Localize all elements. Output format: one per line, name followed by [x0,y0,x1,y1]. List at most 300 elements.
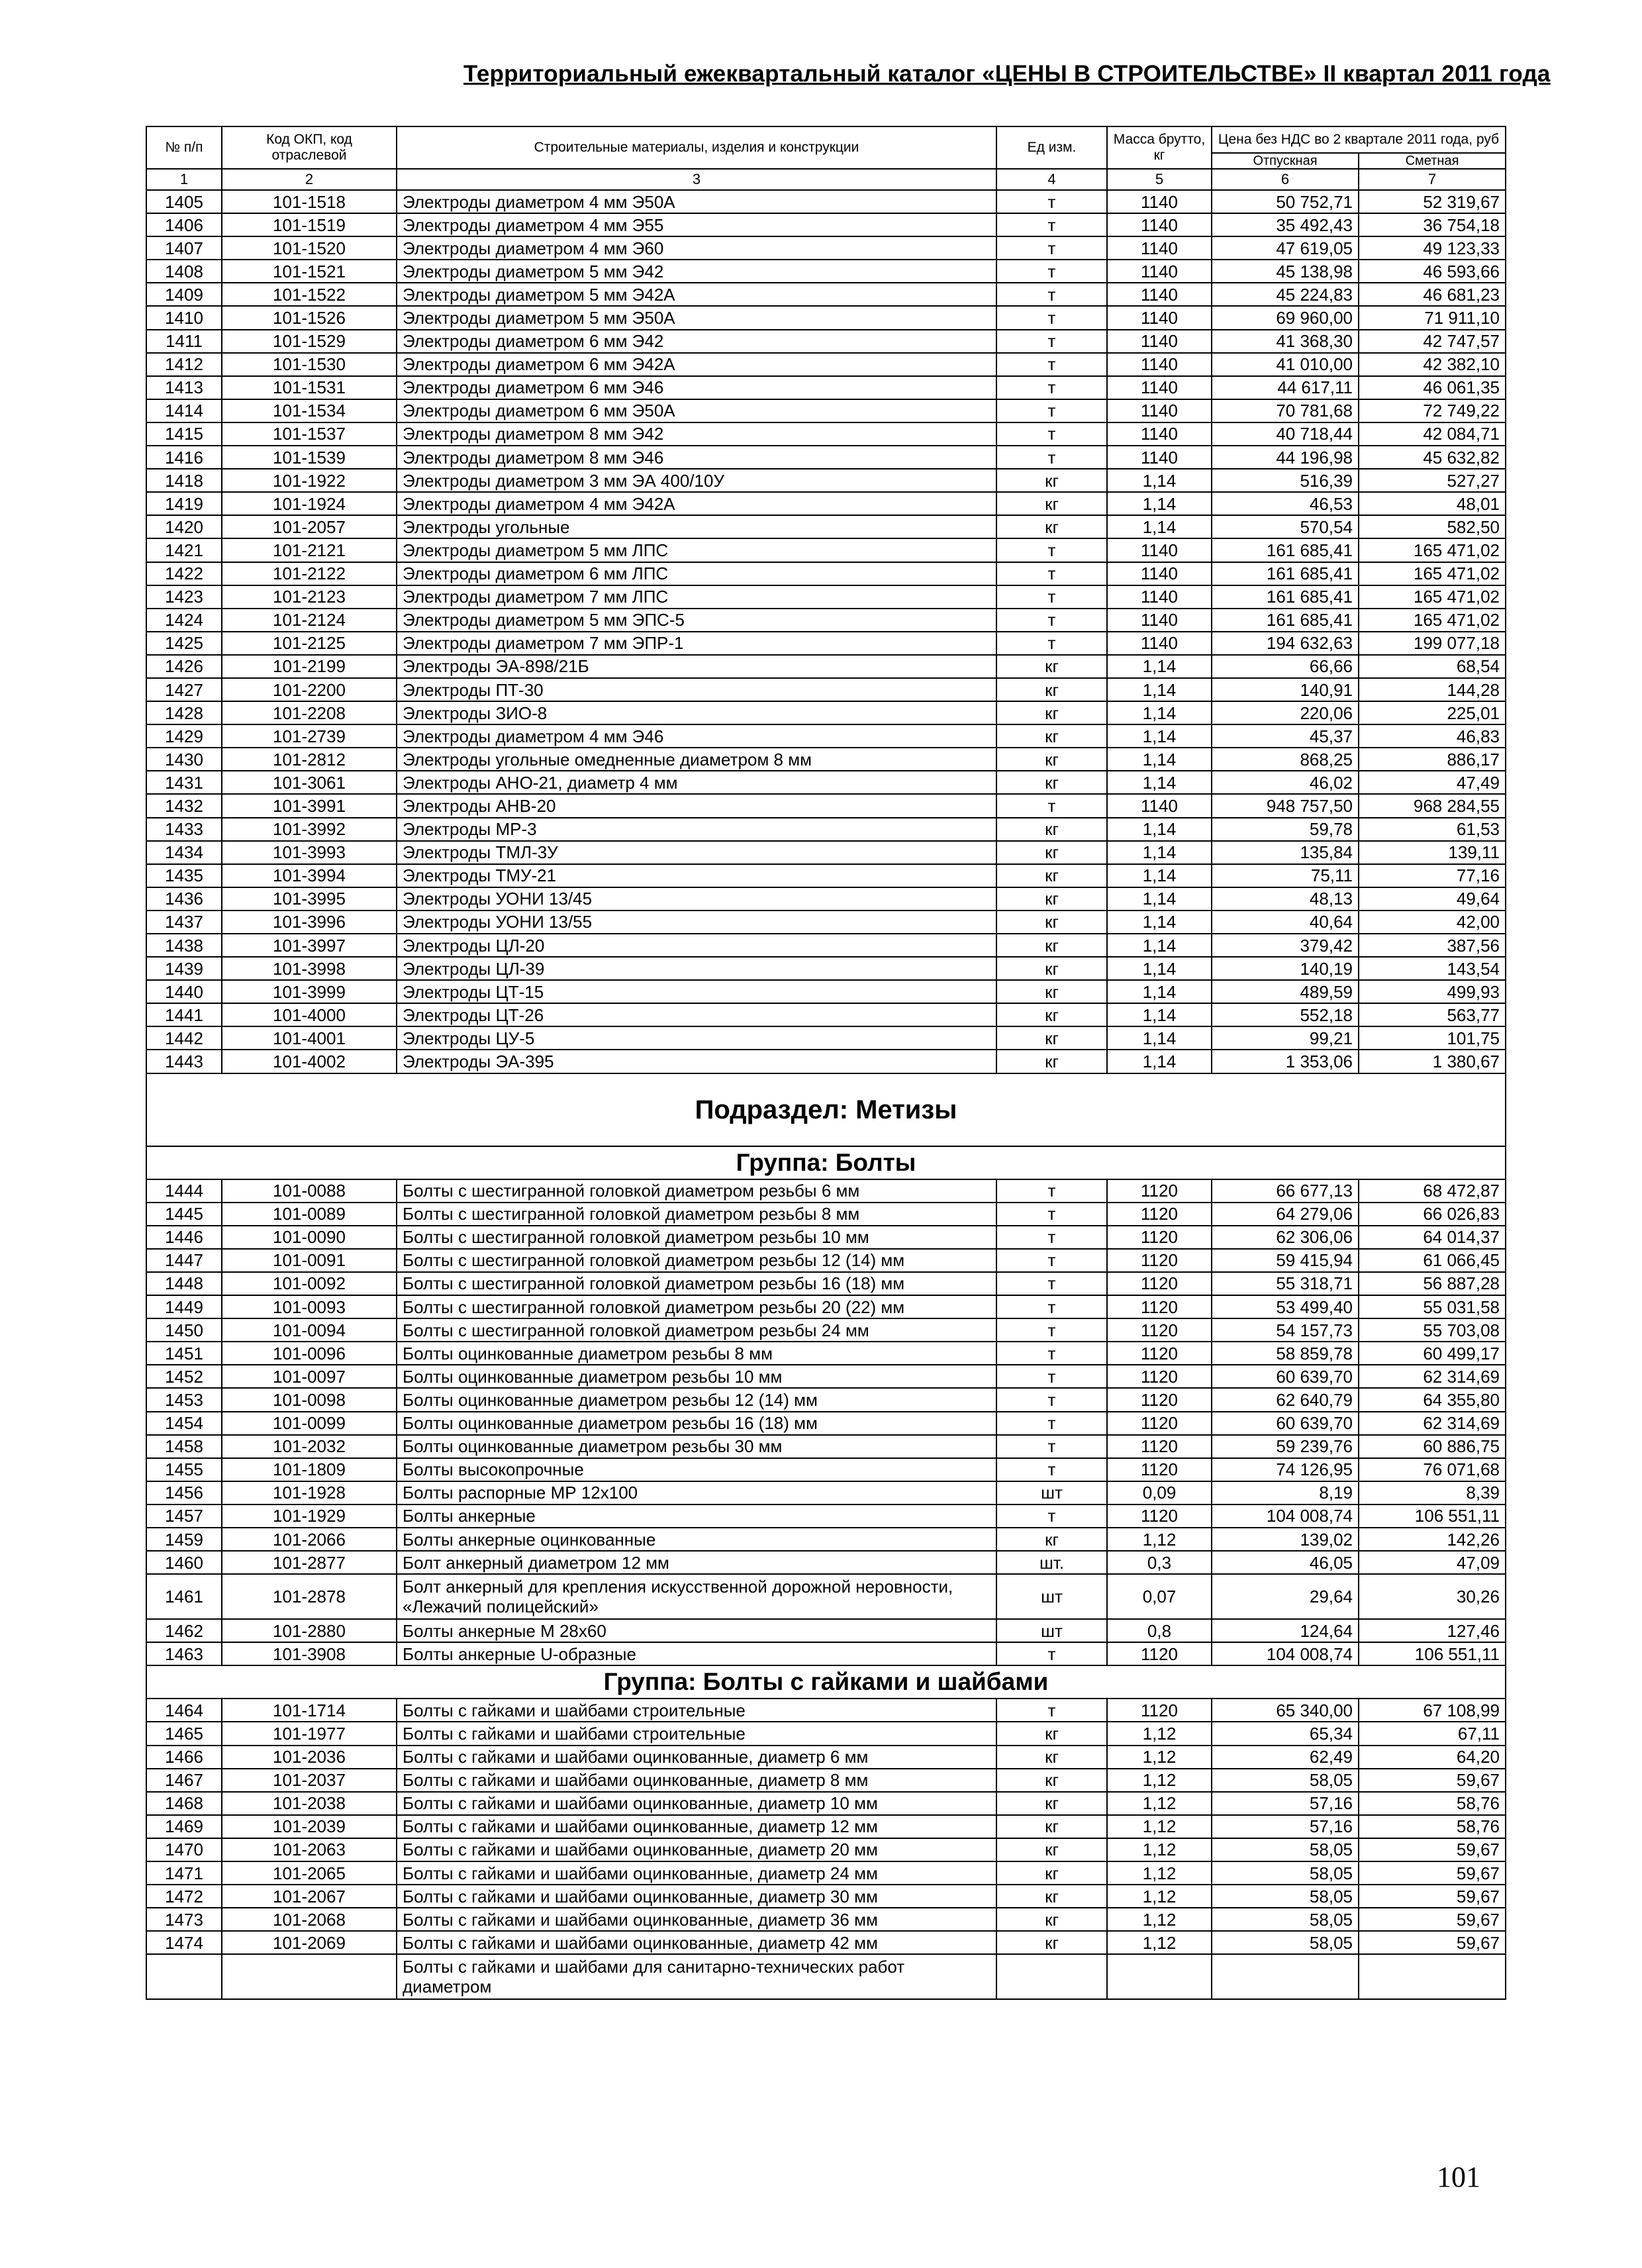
product-name: Болты с гайками и шайбами оцинкованные, диаметр 20 мм [397,1838,996,1861]
estimate-price: 139,11 [1359,841,1506,864]
release-price: 57,16 [1212,1792,1359,1815]
table-row [146,1722,1506,1745]
estimate-price: 47,49 [1359,771,1506,794]
product-name: Электроды ЦТ-15 [397,980,996,1003]
product-name: Электроды ТМУ-21 [397,864,996,887]
table-row [146,771,1506,794]
gross-mass: 1,14 [1107,887,1212,911]
release-price: 74 126,95 [1212,1458,1359,1481]
product-name: Электроды диаметром 6 мм ЛПС [397,562,996,585]
unit: т [996,1435,1107,1458]
product-code: 101-3998 [222,957,397,980]
row-num: 1446 [146,1226,222,1249]
unit: т [996,538,1107,562]
release-price: 41 368,30 [1212,330,1359,353]
table-row [146,306,1506,329]
product-code: 101-1977 [222,1722,397,1745]
gross-mass: 1,12 [1107,1792,1212,1815]
gross-mass: 1,14 [1107,980,1212,1003]
release-price: 64 279,06 [1212,1203,1359,1226]
gross-mass: 1120 [1107,1203,1212,1226]
release-price: 58,05 [1212,1769,1359,1792]
table-row [146,1203,1506,1226]
product-name: Болты с гайками и шайбами оцинкованные, диаметр 30 мм [397,1885,996,1908]
row-num: 1437 [146,911,222,934]
product-name: Электроды угольные [397,515,996,538]
product-name: Электроды ЦУ-5 [397,1026,996,1050]
gross-mass: 1140 [1107,306,1212,329]
table-row [146,864,1506,887]
estimate-price: 61,53 [1359,818,1506,841]
gross-mass: 1120 [1107,1388,1212,1411]
unit: кг [996,678,1107,701]
estimate-price: 165 471,02 [1359,538,1506,562]
unit: т [996,1365,1107,1388]
product-code: 101-4002 [222,1050,397,1073]
product-name: Электроды диаметром 8 мм Э42 [397,422,996,446]
row-num: 1428 [146,701,222,724]
row-num: 1408 [146,260,222,283]
estimate-price: 199 077,18 [1359,632,1506,655]
row-num: 1405 [146,190,222,213]
product-name: Электроды ЭА-395 [397,1050,996,1073]
product-code: 101-0089 [222,1203,397,1226]
product-name: Электроды диаметром 4 мм Э60 [397,236,996,260]
product-code: 101-1526 [222,306,397,329]
product-name: Электроды диаметром 6 мм Э42А [397,353,996,376]
table-row [146,1318,1506,1342]
release-price: 570,54 [1212,515,1359,538]
product-name: Электроды диаметром 4 мм Э50А [397,190,996,213]
release-price: 46,02 [1212,771,1359,794]
release-price: 948 757,50 [1212,794,1359,817]
product-code: 101-1537 [222,422,397,446]
unit [996,1954,1107,1999]
estimate-price: 46 681,23 [1359,283,1506,306]
table-row [146,1885,1506,1908]
product-code: 101-0091 [222,1249,397,1272]
product-name: Электроды угольные омедненные диаметром 8 мм [397,748,996,771]
column-index: 3 [397,169,996,190]
unit: кг [996,1792,1107,1815]
product-name: Болты с шестигранной головкой диаметром резьбы 16 (18) мм [397,1272,996,1295]
estimate-price: 62 314,69 [1359,1412,1506,1435]
estimate-price: 527,27 [1359,469,1506,492]
unit: кг [996,841,1107,864]
product-code: 101-2121 [222,538,397,562]
release-price: 58,05 [1212,1931,1359,1954]
table-row [146,1954,1506,1999]
row-num: 1469 [146,1815,222,1838]
product-code: 101-2739 [222,724,397,748]
unit: кг [996,515,1107,538]
gross-mass: 1,14 [1107,911,1212,934]
unit: т [996,1295,1107,1318]
product-code: 101-2057 [222,515,397,538]
release-price [1212,1954,1359,1999]
estimate-price: 59,67 [1359,1908,1506,1931]
estimate-price: 127,46 [1359,1619,1506,1642]
product-code: 101-3992 [222,818,397,841]
gross-mass: 1,14 [1107,469,1212,492]
product-code: 101-0096 [222,1342,397,1365]
product-code: 101-1534 [222,399,397,422]
release-price: 29,64 [1212,1574,1359,1619]
section-title: Подраздел: Метизы [146,1073,1506,1146]
unit: шт [996,1619,1107,1642]
gross-mass: 1,12 [1107,1769,1212,1792]
unit: кг [996,1722,1107,1745]
row-num: 1430 [146,748,222,771]
estimate-price: 499,93 [1359,980,1506,1003]
release-price: 135,84 [1212,841,1359,864]
product-code: 101-3061 [222,771,397,794]
group-title-row [146,1665,1506,1699]
column-index: 2 [222,169,397,190]
product-name: Болты оцинкованные диаметром резьбы 16 (18) мм [397,1412,996,1435]
table-row [146,1619,1506,1642]
unit: кг [996,980,1107,1003]
table-row [146,1365,1506,1388]
unit: т [996,306,1107,329]
table-row [146,1769,1506,1792]
column-index: 5 [1107,169,1212,190]
release-price: 62 640,79 [1212,1388,1359,1411]
gross-mass: 1140 [1107,190,1212,213]
product-name: Электроды ЦЛ-20 [397,934,996,957]
table-row [146,1388,1506,1411]
product-code: 101-2038 [222,1792,397,1815]
release-price: 220,06 [1212,701,1359,724]
product-name: Болты с шестигранной головкой диаметром резьбы 24 мм [397,1318,996,1342]
unit: т [996,1699,1107,1722]
row-num: 1424 [146,609,222,632]
unit: т [996,632,1107,655]
gross-mass: 1,12 [1107,1838,1212,1861]
estimate-price: 46,83 [1359,724,1506,748]
row-num: 1420 [146,515,222,538]
row-num: 1466 [146,1746,222,1769]
release-price: 58,05 [1212,1861,1359,1885]
row-num: 1421 [146,538,222,562]
release-price: 59 415,94 [1212,1249,1359,1272]
release-price: 489,59 [1212,980,1359,1003]
product-name: Электроды диаметром 5 мм Э42А [397,283,996,306]
gross-mass: 1140 [1107,446,1212,469]
gross-mass: 1,12 [1107,1861,1212,1885]
gross-mass: 1140 [1107,330,1212,353]
product-name: Электроды ТМЛ-3У [397,841,996,864]
row-num: 1433 [146,818,222,841]
product-code: 101-0098 [222,1388,397,1411]
product-name: Болты анкерные U-образные [397,1642,996,1665]
table-row [146,190,1506,213]
gross-mass: 1120 [1107,1295,1212,1318]
row-num: 1465 [146,1722,222,1745]
release-price: 140,91 [1212,678,1359,701]
product-code: 101-4000 [222,1003,397,1026]
estimate-price: 106 551,11 [1359,1504,1506,1528]
product-code: 101-0088 [222,1179,397,1203]
unit: кг [996,1815,1107,1838]
unit: т [996,562,1107,585]
row-num: 1432 [146,794,222,817]
estimate-price: 387,56 [1359,934,1506,957]
estimate-price: 61 066,45 [1359,1249,1506,1272]
table-row [146,492,1506,515]
unit: кг [996,1931,1107,1954]
estimate-price: 8,39 [1359,1481,1506,1504]
page-title: Территориальный ежеквартальный каталог «ЦЕНЫ В СТРОИТЕЛЬСТВЕ» II квартал 2011 года [463,61,1551,87]
product-code: 101-2124 [222,609,397,632]
gross-mass: 1,14 [1107,724,1212,748]
estimate-price: 76 071,68 [1359,1458,1506,1481]
gross-mass: 1,14 [1107,492,1212,515]
product-name: Болты с гайками и шайбами оцинкованные, диаметр 12 мм [397,1815,996,1838]
table-row [146,353,1506,376]
estimate-price: 56 887,28 [1359,1272,1506,1295]
estimate-price: 52 319,67 [1359,190,1506,213]
gross-mass: 1120 [1107,1642,1212,1665]
col-header-price: Цена без НДС во 2 квартале 2011 года, руб [1212,126,1506,153]
unit: кг [996,1003,1107,1026]
row-num: 1427 [146,678,222,701]
table-row [146,841,1506,864]
product-name: Электроды ЦТ-26 [397,1003,996,1026]
table-row [146,1458,1506,1481]
product-code: 101-3991 [222,794,397,817]
gross-mass: 1,14 [1107,515,1212,538]
product-name: Болты оцинкованные диаметром резьбы 8 мм [397,1342,996,1365]
row-num: 1426 [146,655,222,678]
table-row [146,1226,1506,1249]
gross-mass: 0,8 [1107,1619,1212,1642]
gross-mass: 1140 [1107,260,1212,283]
table-row [146,260,1506,283]
row-num: 1472 [146,1885,222,1908]
release-price: 104 008,74 [1212,1504,1359,1528]
gross-mass: 1140 [1107,399,1212,422]
unit: кг [996,911,1107,934]
gross-mass: 1,12 [1107,1815,1212,1838]
product-name: Болты оцинкованные диаметром резьбы 30 мм [397,1435,996,1458]
row-num: 1436 [146,887,222,911]
estimate-price: 886,17 [1359,748,1506,771]
unit: кг [996,1861,1107,1885]
gross-mass: 1120 [1107,1318,1212,1342]
unit: кг [996,469,1107,492]
gross-mass: 1140 [1107,376,1212,399]
table-row [146,1026,1506,1050]
gross-mass: 1140 [1107,353,1212,376]
unit: т [996,1179,1107,1203]
page-number: 101 [1437,2161,1480,2193]
column-index: 6 [1212,169,1359,190]
row-num: 1467 [146,1769,222,1792]
product-code: 101-1714 [222,1699,397,1722]
release-price: 516,39 [1212,469,1359,492]
unit: т [996,585,1107,609]
row-num: 1406 [146,213,222,236]
table-row [146,1838,1506,1861]
release-price: 66,66 [1212,655,1359,678]
product-code: 101-1522 [222,283,397,306]
table-row [146,701,1506,724]
row-num: 1452 [146,1365,222,1388]
unit: т [996,1388,1107,1411]
row-num: 1411 [146,330,222,353]
product-code: 101-1809 [222,1458,397,1481]
unit: кг [996,1528,1107,1551]
table-row [146,1642,1506,1665]
estimate-price: 49 123,33 [1359,236,1506,260]
table-row [146,632,1506,655]
product-name: Болты оцинкованные диаметром резьбы 12 (14) мм [397,1388,996,1411]
table-row [146,422,1506,446]
estimate-price: 68,54 [1359,655,1506,678]
gross-mass: 1,14 [1107,748,1212,771]
row-num: 1410 [146,306,222,329]
product-code: 101-2036 [222,1746,397,1769]
product-code: 101-2068 [222,1908,397,1931]
unit: кг [996,701,1107,724]
row-num: 1419 [146,492,222,515]
product-name: Электроды диаметром 5 мм ЛПС [397,538,996,562]
row-num: 1415 [146,422,222,446]
gross-mass: 1,12 [1107,1885,1212,1908]
table-row [146,515,1506,538]
unit: т [996,422,1107,446]
product-name: Болты с шестигранной головкой диаметром резьбы 8 мм [397,1203,996,1226]
product-name: Болт анкерный диаметром 12 мм [397,1551,996,1574]
unit: т [996,1203,1107,1226]
gross-mass: 1,12 [1107,1931,1212,1954]
gross-mass: 1140 [1107,562,1212,585]
table-row [146,609,1506,632]
unit: т [996,190,1107,213]
unit: т [996,794,1107,817]
row-num: 1458 [146,1435,222,1458]
release-price: 70 781,68 [1212,399,1359,422]
estimate-price: 46 061,35 [1359,376,1506,399]
gross-mass: 1,12 [1107,1722,1212,1745]
estimate-price: 66 026,83 [1359,1203,1506,1226]
product-code: 101-3996 [222,911,397,934]
gross-mass: 1120 [1107,1458,1212,1481]
unit: т [996,446,1107,469]
gross-mass: 1120 [1107,1699,1212,1722]
release-price: 45,37 [1212,724,1359,748]
gross-mass: 1,14 [1107,841,1212,864]
estimate-price: 58,76 [1359,1792,1506,1815]
product-code: 101-1520 [222,236,397,260]
gross-mass: 0,07 [1107,1574,1212,1619]
gross-mass: 1120 [1107,1179,1212,1203]
unit: кг [996,1026,1107,1050]
gross-mass: 1,12 [1107,1908,1212,1931]
release-price: 75,11 [1212,864,1359,887]
product-name: Болт анкерный для крепления искусственной дорожной неровности, «Лежачий полицейский» [397,1574,996,1619]
row-num: 1439 [146,957,222,980]
release-price: 139,02 [1212,1528,1359,1551]
table-row [146,446,1506,469]
estimate-price: 144,28 [1359,678,1506,701]
product-name: Электроды диаметром 6 мм Э42 [397,330,996,353]
release-price: 35 492,43 [1212,213,1359,236]
estimate-price: 67 108,99 [1359,1699,1506,1722]
product-code: 101-0097 [222,1365,397,1388]
table-row [146,1528,1506,1551]
row-num: 1474 [146,1931,222,1954]
product-code: 101-3908 [222,1642,397,1665]
gross-mass: 1,14 [1107,818,1212,841]
estimate-price: 106 551,11 [1359,1642,1506,1665]
release-price: 62 306,06 [1212,1226,1359,1249]
estimate-price: 42 382,10 [1359,353,1506,376]
product-name: Электроды ЦЛ-39 [397,957,996,980]
row-num: 1425 [146,632,222,655]
row-num: 1459 [146,1528,222,1551]
table-row [146,1504,1506,1528]
estimate-price: 968 284,55 [1359,794,1506,817]
table-row [146,376,1506,399]
estimate-price: 68 472,87 [1359,1179,1506,1203]
product-code: 101-1922 [222,469,397,492]
product-code: 101-1539 [222,446,397,469]
unit: шт [996,1481,1107,1504]
release-price: 57,16 [1212,1815,1359,1838]
product-name: Болты оцинкованные диаметром резьбы 10 мм [397,1365,996,1388]
column-index: 7 [1359,169,1506,190]
product-code: 101-3999 [222,980,397,1003]
release-price: 161 685,41 [1212,562,1359,585]
product-code: 101-2065 [222,1861,397,1885]
estimate-price: 47,09 [1359,1551,1506,1574]
product-name: Болты с гайками и шайбами оцинкованные, диаметр 42 мм [397,1931,996,1954]
release-price: 41 010,00 [1212,353,1359,376]
product-name: Электроды диаметром 7 мм ЭПР-1 [397,632,996,655]
estimate-price: 60 499,17 [1359,1342,1506,1365]
product-name: Болты с гайками и шайбами оцинкованные, диаметр 10 мм [397,1792,996,1815]
release-price: 46,53 [1212,492,1359,515]
unit: кг [996,748,1107,771]
table-row [146,1295,1506,1318]
release-price: 104 008,74 [1212,1642,1359,1665]
table-row [146,1908,1506,1931]
table-row [146,655,1506,678]
col-header-unit: Ед изм. [996,126,1107,169]
estimate-price: 55 703,08 [1359,1318,1506,1342]
row-num: 1470 [146,1838,222,1861]
product-code: 101-2199 [222,655,397,678]
gross-mass: 1140 [1107,236,1212,260]
release-price: 379,42 [1212,934,1359,957]
row-num: 1434 [146,841,222,864]
section-title-row [146,1073,1506,1146]
gross-mass: 1140 [1107,609,1212,632]
table-row [146,934,1506,957]
product-name: Электроды АНО-21, диаметр 4 мм [397,771,996,794]
product-name: Болты с шестигранной головкой диаметром резьбы 20 (22) мм [397,1295,996,1318]
estimate-price: 225,01 [1359,701,1506,724]
estimate-price: 143,54 [1359,957,1506,980]
release-price: 44 196,98 [1212,446,1359,469]
product-code: 101-1929 [222,1504,397,1528]
product-name: Болты анкерные оцинкованные [397,1528,996,1551]
estimate-price: 59,67 [1359,1861,1506,1885]
table-row [146,678,1506,701]
row-num: 1414 [146,399,222,422]
